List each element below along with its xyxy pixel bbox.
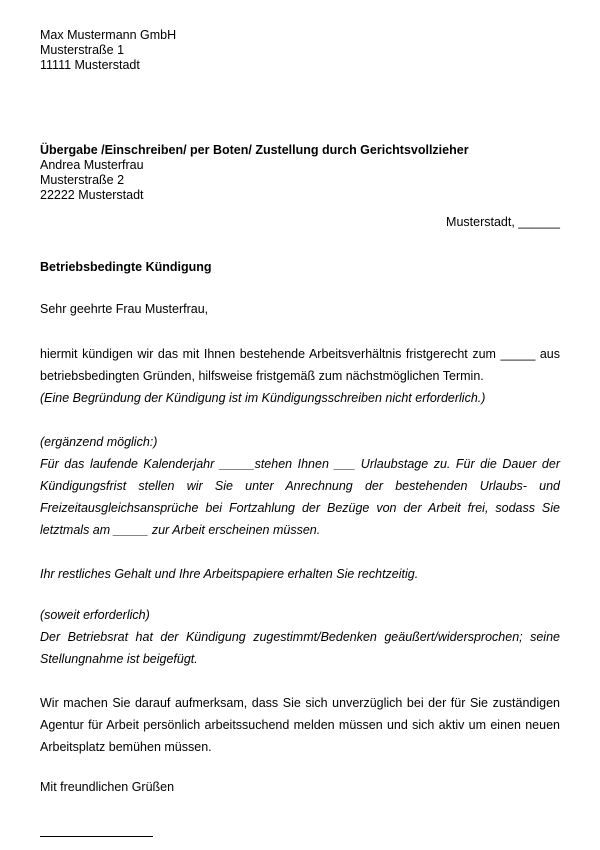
notice-line-1: Wir machen Sie darauf aufmerksam, dass Sie sich unverzüglich bei der für Sie zuständigen (40, 696, 560, 710)
vacation-line-1: Für das laufende Kalenderjahr _____stehen Ihnen ___ Urlaubstage zu. Für die Dauer der (40, 457, 560, 471)
termination-paragraph (40, 343, 560, 409)
recipient-street: Musterstraße 2 (40, 173, 125, 187)
termination-line-2: betriebsbedingten Gründen, hilfsweise fristgemäß zum nächstmöglichen Termin. (40, 369, 484, 383)
sender-address (40, 28, 560, 73)
notice-line-2: Agentur für Arbeit persönlich arbeitssuchend melden müssen und sich aktiv um einen neuen (40, 718, 560, 732)
delivery-method: Übergabe /Einschreiben/ per Boten/ Zustellung durch Gerichtsvollzieher (40, 143, 469, 157)
works-council-heading: (soweit erforderlich) (40, 608, 150, 622)
works-council-line-1: Der Betriebsrat hat der Kündigung zugestimmt/Bedenken geäußert/widersprochen; seine (40, 630, 560, 644)
termination-line-1: hiermit kündigen wir das mit Ihnen bestehende Arbeitsverhältnis fristgerecht zum _____ aus (40, 347, 560, 361)
termination-note: (Eine Begründung der Kündigung ist im Kündigungsschreiben nicht erforderlich.) (40, 391, 486, 405)
sender-name: Max Mustermann GmbH (40, 28, 177, 42)
sender-city: 11111 Musterstadt (40, 58, 140, 72)
vacation-line-4: letztmals am _____ zur Arbeit erscheinen müssen. (40, 523, 321, 537)
employment-agency-notice (40, 692, 560, 758)
recipient-city: 22222 Musterstadt (40, 188, 144, 202)
vacation-heading: (ergänzend möglich:) (40, 435, 158, 449)
works-council-section (40, 604, 560, 670)
notice-line-3: Arbeitsplatz bemühen müssen. (40, 740, 212, 754)
subject-line: Betriebsbedingte Kündigung (40, 260, 212, 274)
signature-line (40, 836, 153, 837)
sender-street: Musterstraße 1 (40, 43, 125, 57)
place-date: Musterstadt, ______ (446, 215, 560, 229)
salary-note: Ihr restliches Gehalt und Ihre Arbeitspapiere erhalten Sie rechtzeitig. (40, 567, 419, 581)
closing: Mit freundlichen Grüßen (40, 780, 175, 794)
works-council-line-2: Stellungnahme ist beigefügt. (40, 652, 198, 666)
vacation-line-2: Kündigungsfrist stellen wir Sie unter Anrechnung der bestehenden Urlaubs- und (40, 479, 560, 493)
recipient-name: Andrea Musterfrau (40, 158, 144, 172)
vacation-section (40, 431, 560, 541)
recipient-block (40, 143, 560, 203)
vacation-line-3: Freizeitausgleichsansprüche bei Fortzahlung der Bezüge von der Arbeit frei, sodass Sie (40, 501, 560, 515)
salutation: Sehr geehrte Frau Musterfrau, (40, 302, 209, 316)
